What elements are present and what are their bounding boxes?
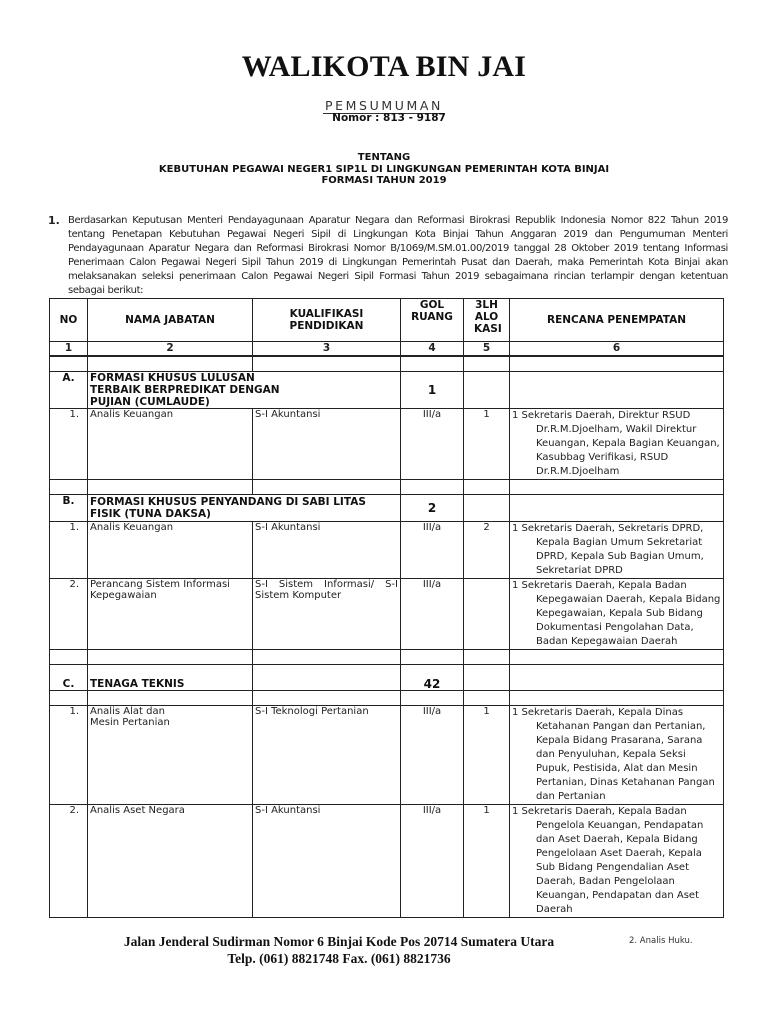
- penempatan-first: 1 Sekretaris Daerah, Direktur RSUD: [512, 410, 691, 421]
- section-title: FORMASI KHUSUS PENYANDANG DI SABI LITAS FISIK (TUNA DAKSA): [88, 495, 401, 522]
- row-penempatan: [510, 805, 724, 918]
- section-count: 2: [401, 495, 464, 522]
- row-pendidikan: S-I Akuntansi: [253, 522, 401, 579]
- col-number: 1: [50, 342, 88, 357]
- penempatan-rest: Kepala Bagian Umum Sekretariat DPRD, Kepala Sub Bagian Umum, Sekretariat DPRD: [536, 537, 704, 576]
- row-jumlah: 2: [464, 522, 510, 579]
- section-letter: B.: [50, 495, 88, 522]
- table-row: [50, 522, 724, 579]
- footer-contact: Telp. (061) 8821748 Fax. (061) 8821736: [227, 951, 451, 966]
- section-title: TENAGA TEKNIS: [88, 665, 253, 691]
- header-jumlah-alokasi: [464, 299, 510, 342]
- col-number: 6: [510, 342, 724, 357]
- side-note: 2. Analis Huku.: [629, 936, 693, 946]
- paragraph-number: 1.: [48, 214, 60, 227]
- row-jumlah: 1: [464, 706, 510, 805]
- row-jabatan: Analis Keuangan: [88, 522, 253, 579]
- subject-line: KEBUTUHAN PEGAWAI NEGER1 SIP1L DI LINGKUNGAN PEMERINTAH KOTA BINJAI: [158, 163, 610, 175]
- row-no: 2.: [50, 805, 88, 918]
- col-number: 4: [401, 342, 464, 357]
- header-no: NO: [50, 299, 88, 342]
- subject-line: TENTANG: [357, 152, 411, 163]
- row-no: 2.: [50, 579, 88, 650]
- penempatan-first: 1 Sekretaris Daerah, Sekretaris DPRD,: [512, 523, 704, 534]
- row-jumlah: 1: [464, 805, 510, 918]
- row-jabatan: Analis Keuangan: [88, 409, 253, 480]
- header-kualifikasi-text: KUALIFIKASI PENDIDIKAN: [289, 308, 364, 332]
- header-rencana-penempatan: RENCANA PENEMPATAN: [510, 299, 724, 342]
- announcement-number: Nomor : 813 - 9187: [332, 112, 446, 124]
- row-pendidikan: S-I Akuntansi: [253, 805, 401, 918]
- header-kualifikasi: [253, 299, 401, 342]
- row-pendidikan: S-I Teknologi Pertanian: [253, 706, 401, 805]
- row-jabatan: Perancang Sistem Informasi Kepegawaian: [88, 579, 253, 650]
- row-jabatan: Analis Aset Negara: [88, 805, 253, 918]
- row-gol: III/a: [401, 409, 464, 480]
- spacer-row: [50, 691, 724, 706]
- formation-table: [49, 298, 724, 918]
- intro-paragraph: [48, 214, 728, 298]
- section-row-c: [50, 665, 724, 691]
- table-row: [50, 579, 724, 650]
- table-header-row: [50, 299, 724, 342]
- row-penempatan: [510, 579, 724, 650]
- subject-heading: [0, 152, 768, 187]
- spacer-row: [50, 480, 724, 495]
- penempatan-rest: Kepegawaian Daerah, Kepala Bidang Kepegawaian, Kepala Sub Bidang Dokumentasi Pengolahan Data, Badan Kepegawaian Daerah: [536, 594, 721, 647]
- section-row-a: [50, 372, 724, 409]
- row-jumlah: [464, 579, 510, 650]
- announcement-label: [0, 98, 768, 113]
- page-title: WALIKOTA BIN JAI: [241, 50, 527, 83]
- header-jumlah-alokasi-text: 3LH ALO KASI: [474, 299, 502, 335]
- row-gol: III/a: [401, 522, 464, 579]
- row-pendidikan: S-I Akuntansi: [253, 409, 401, 480]
- section-letter: A.: [50, 372, 88, 409]
- section-letter: C.: [50, 665, 88, 691]
- row-gol: III/a: [401, 805, 464, 918]
- penempatan-rest: Pengelola Keuangan, Pendapatan dan Aset Daerah, Kepala Bidang Pengelolaan Aset Daerah, Kepala Sub Bidang Pengendalian Aset Daerah, Badan Pengelolaan Keuangan, Pendapatan dan Aset Daerah: [536, 820, 704, 915]
- col-number: 5: [464, 342, 510, 357]
- penempatan-rest: Ketahanan Pangan dan Pertanian, Kepala Bidang Prasarana, Sarana dan Penyuluhan, Kepala Seksi Pupuk, Pestisida, Alat dan Mesin Pertanian, Dinas Ketahanan Pangan dan Pertanian: [536, 721, 715, 802]
- section-row-b: [50, 495, 724, 522]
- row-no: 1.: [50, 409, 88, 480]
- penempatan-first: 1 Sekretaris Daerah, Kepala Dinas: [512, 707, 684, 718]
- row-penempatan: [510, 409, 724, 480]
- announcement-label-text: PEMSUMUMAN: [325, 98, 443, 113]
- spacer-row: [50, 356, 724, 372]
- col-number: 3: [253, 342, 401, 357]
- section-count: 42: [401, 665, 464, 691]
- row-penempatan: [510, 706, 724, 805]
- penempatan-first: 1 Sekretaris Daerah, Kepala Badan: [512, 806, 687, 817]
- table-row: [50, 409, 724, 480]
- penempatan-rest: Dr.R.M.Djoelham, Wakil Direktur Keuangan, Kepala Bagian Keuangan, Kasubbag Verifikasi, RSUD Dr.R.M.Djoelham: [536, 424, 720, 477]
- paragraph-text: Berdasarkan Keputusan Menteri Pendayagunaan Aparatur Negara dan Reformasi Birokrasi Republik Indonesia Nomor 822 Tahun 2019 tentang Penetapan Kebutuhan Pegawai Negeri Sipil di Lingkungan Kota Binjai Tahun Anggaran 2019 dan Pengumuman Menteri Pendayagunaan Aparatur Negara dan Reformasi Birokrasi Nomor B/1069/M.SM.01.00/2019 tanggal 28 Oktober 2019 tentang Informasi Penerimaan Calon Pegawai Negeri Sipil Tahun 2019 di Lingkungan Pemerintah Pusat dan Daerah, maka Pemerintah Kota Binjai akan melaksanakan seleksi penerimaan Calon Pegawai Negeri Sipil Formasi Tahun 2019 sebagaimana rincian terlampir dengan ketentuan sebagai berikut:: [68, 215, 728, 296]
- row-gol: III/a: [401, 579, 464, 650]
- row-gol: III/a: [401, 706, 464, 805]
- table-row: [50, 805, 724, 918]
- subject-line: FORMASI TAHUN 2019: [321, 175, 447, 186]
- section-title: FORMASI KHUSUS LULUSAN TERBAIK BERPREDIKAT DENGAN PUJIAN (CUMLAUDE): [88, 372, 401, 409]
- row-no: 1.: [50, 706, 88, 805]
- row-no: 1.: [50, 522, 88, 579]
- penempatan-first: 1 Sekretaris Daerah, Kepala Badan: [512, 580, 687, 591]
- spacer-row: [50, 650, 724, 665]
- header-gol-ruang-text: GOL RUANG: [411, 299, 453, 323]
- footer-address: Jalan Jenderal Sudirman Nomor 6 Binjai Kode Pos 20714 Sumatera Utara: [123, 934, 555, 949]
- header-nama-jabatan: NAMA JABATAN: [88, 299, 253, 342]
- column-number-row: [50, 342, 724, 357]
- row-jabatan: Analis Alat dan Mesin Pertanian: [88, 706, 253, 805]
- col-number: 2: [88, 342, 253, 357]
- header-gol-ruang: [401, 299, 464, 342]
- row-jumlah: 1: [464, 409, 510, 480]
- section-count: 1: [401, 372, 464, 409]
- row-penempatan: [510, 522, 724, 579]
- row-pendidikan: S-I Sistem Informasi/ S-I Sistem Komputer: [253, 579, 401, 650]
- table-row: [50, 706, 724, 805]
